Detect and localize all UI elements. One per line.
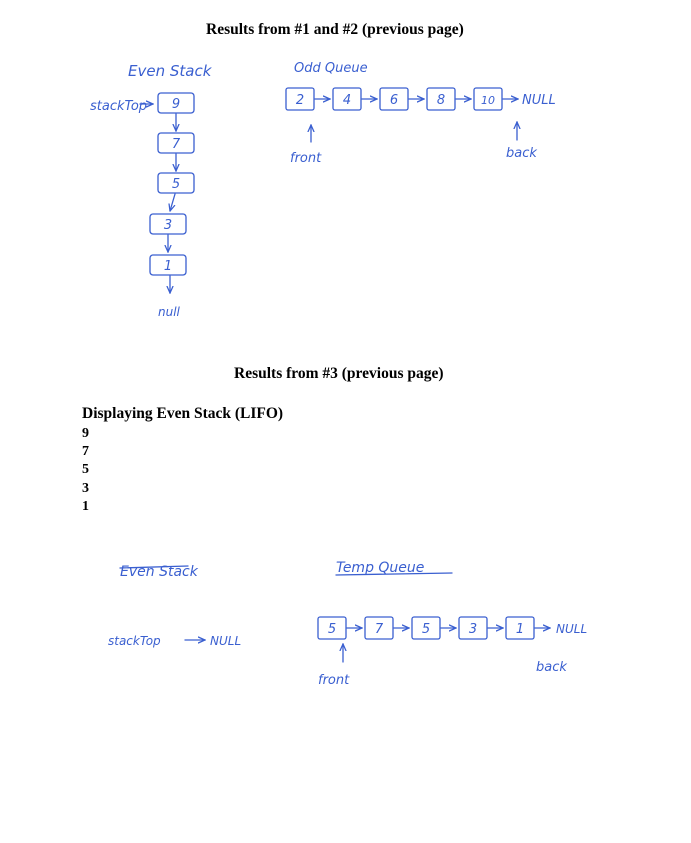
queue-node-2: 4: [342, 93, 352, 108]
queue-node-4: 8: [436, 93, 446, 108]
stack-node-5: 1: [163, 259, 173, 274]
output-value: 7: [82, 444, 89, 460]
section-heading-1: Results from #1 and #2 (previous page): [206, 21, 464, 38]
even-stack-title: Even Stack: [128, 62, 212, 80]
front-label-2: front: [318, 673, 350, 688]
queue-node-1: 2: [295, 93, 305, 108]
output-title: Displaying Even Stack (LIFO): [82, 405, 284, 422]
queue-null-label: NULL: [522, 93, 556, 108]
output-value: 3: [82, 480, 89, 496]
stack-node-2: 7: [171, 137, 181, 152]
queue-node-5: 10: [481, 94, 495, 107]
output-list: [82, 425, 89, 516]
output-value: 1: [82, 498, 89, 514]
output-value: 5: [82, 462, 89, 478]
back-label: back: [506, 146, 537, 161]
stack-node-1: 9: [171, 97, 181, 112]
even-stack-title-2: Even Stack: [120, 564, 198, 580]
temp-queue-node-4: 3: [468, 622, 478, 637]
section-heading-2: Results from #3 (previous page): [234, 365, 444, 382]
temp-queue-node-1: 5: [327, 622, 337, 637]
back-label-2: back: [536, 660, 567, 675]
temp-queue-node-3: 5: [421, 622, 431, 637]
odd-queue-title: Odd Queue: [294, 61, 368, 76]
front-label: front: [290, 151, 322, 166]
stack-node-3: 5: [171, 177, 181, 192]
stacktop-label-2: stackTop: [108, 634, 161, 648]
stack-null-label: null: [158, 305, 180, 319]
temp-queue-node-2: 7: [374, 622, 384, 637]
queue-node-3: 6: [389, 93, 399, 108]
temp-queue-node-5: 1: [515, 622, 525, 637]
temp-queue-title: Temp Queue: [336, 560, 425, 576]
stack-null-label-2: NULL: [210, 634, 242, 648]
stack-node-4: 3: [163, 218, 173, 233]
output-value: 9: [82, 426, 89, 441]
temp-queue-null-label: NULL: [556, 622, 588, 636]
stacktop-label: stackTop: [90, 99, 148, 114]
